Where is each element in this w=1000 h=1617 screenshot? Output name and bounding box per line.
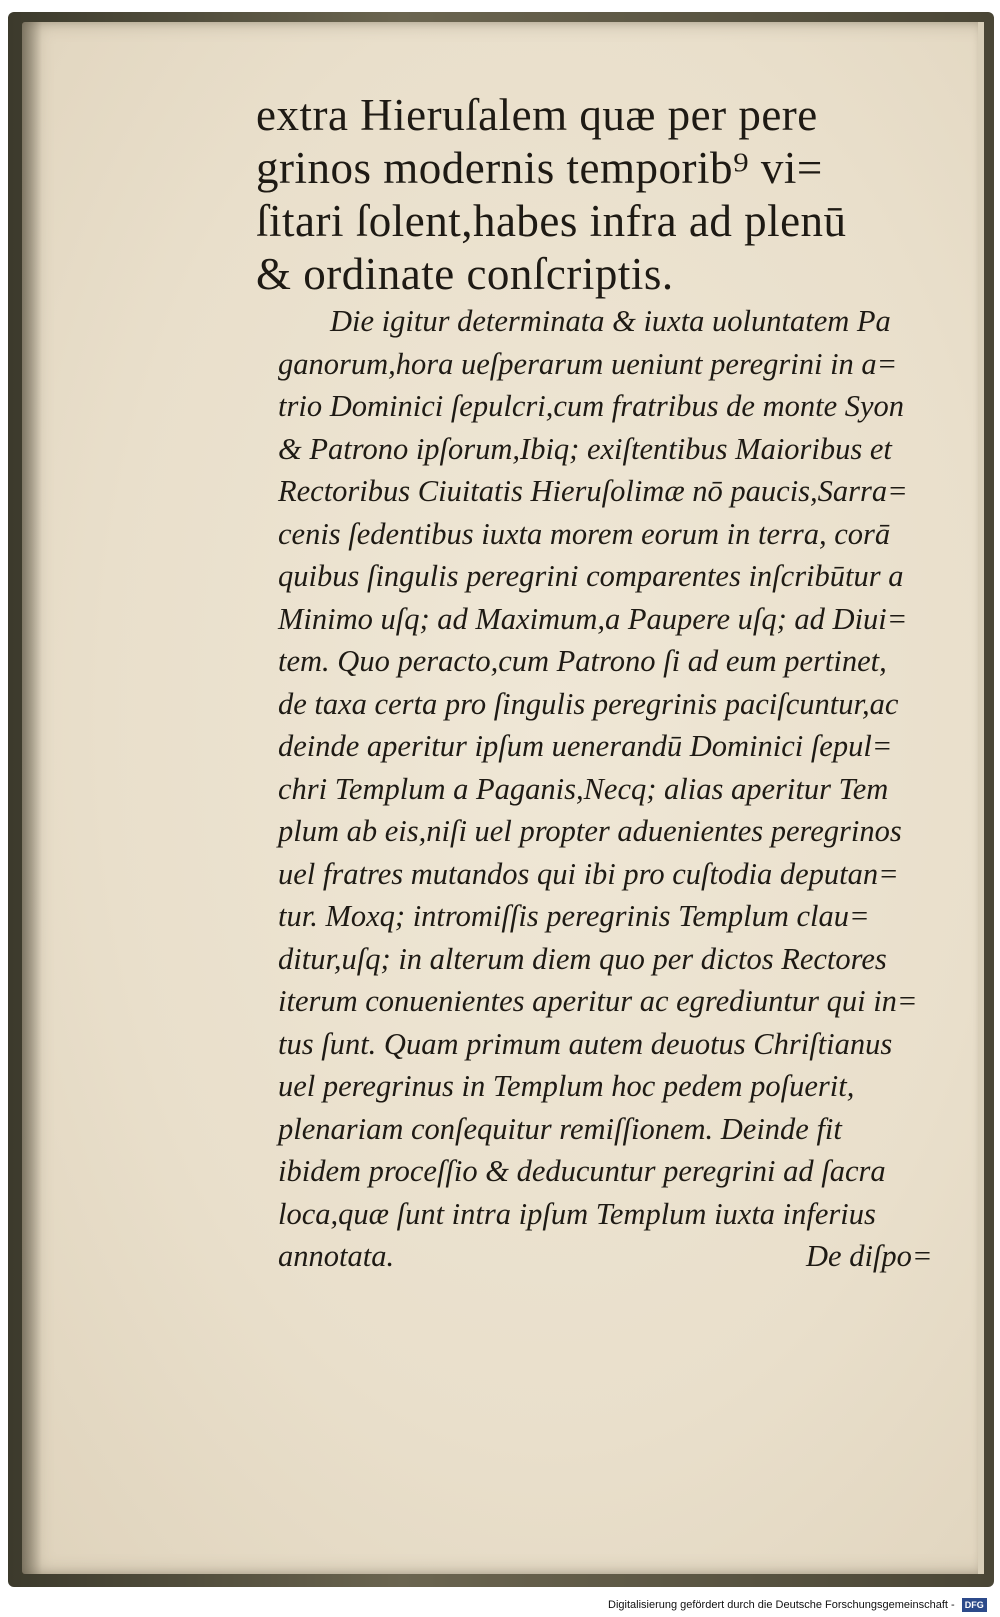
body-line: tur. Moxq; intromiſſis peregrinis Templum clau= bbox=[278, 899, 870, 933]
digitization-credit bbox=[608, 1596, 996, 1614]
body-line: iterum conuenientes aperitur ac egrediuntur qui in= bbox=[278, 984, 918, 1018]
heading-line: extra Hieruſalem quæ per pere bbox=[256, 90, 818, 140]
body-line: trio Dominici ſepulcri,cum fratribus de monte Syon bbox=[278, 389, 905, 423]
body-line: tem. Quo peracto,cum Patrono ſi ad eum pertinet, bbox=[278, 644, 887, 678]
body-line: chri Templum a Paganis,Necq; alias aperitur Tem bbox=[278, 771, 889, 806]
body-line: De diſpo= bbox=[806, 1239, 933, 1273]
gutter-shadow bbox=[22, 22, 42, 1574]
body-line: ganorum,hora ueſperarum ueniunt peregrini in a= bbox=[278, 346, 898, 381]
body-line: ibidem proceſſio & deducuntur peregrini ad ſacra bbox=[278, 1154, 886, 1188]
page-right-edge bbox=[978, 22, 984, 1574]
body-line: Die igitur determinata & iuxta uoluntatem Pa bbox=[330, 304, 891, 338]
body-line: loca,quæ ſunt intra ipſum Templum iuxta inferius bbox=[278, 1196, 876, 1231]
body-line: quibus ſingulis peregrini comparentes inſcribūtur a bbox=[278, 559, 904, 593]
heading-line: ſitari ſolent,habes infra ad plenū bbox=[256, 196, 847, 246]
heading-line: grinos modernis temporib⁹ vi= bbox=[256, 143, 823, 193]
body-line: plum ab eis,niſi uel propter aduenientes peregrinos bbox=[278, 814, 902, 848]
body-line: plenariam conſequitur remiſſionem. Deinde fit bbox=[278, 1111, 842, 1146]
body-line: ditur,uſq; in alterum diem quo per dictos Rectores bbox=[278, 941, 887, 976]
body-line: de taxa certa pro ſingulis peregrinis paciſcuntur,ac bbox=[278, 686, 899, 721]
body-line: uel fratres mutandos qui ibi pro cuſtodia deputan= bbox=[278, 856, 899, 891]
body-line: deinde aperitur ipſum uenerandū Dominici ſepul= bbox=[278, 729, 893, 763]
body-line: Rectoribus Ciuitatis Hieruſolimæ nō paucis,Sarra= bbox=[278, 474, 908, 508]
credit-text: Digitalisierung gefördert durch die Deutsche Forschungsgemeinschaft - bbox=[608, 1599, 955, 1611]
body-line: Minimo uſq; ad Maximum,a Paupere uſq; ad Diui= bbox=[278, 601, 908, 636]
heading-line: & ordinate conſcriptis. bbox=[256, 249, 674, 299]
body-line: & Patrono ipſorum,Ibiq; exiſtentibus Maioribus et bbox=[278, 431, 892, 466]
body-line: cenis ſedentibus iuxta morem eorum in terra, corā bbox=[278, 516, 891, 551]
body-line: uel peregrinus in Templum hoc pedem poſuerit, bbox=[278, 1069, 855, 1103]
body-line: annotata. bbox=[278, 1239, 395, 1273]
dfg-logo-badge: DFG bbox=[962, 1598, 987, 1612]
book-page bbox=[22, 22, 984, 1574]
body-line: tus ſunt. Quam primum autem deuotus Chriſtianus bbox=[278, 1026, 893, 1061]
